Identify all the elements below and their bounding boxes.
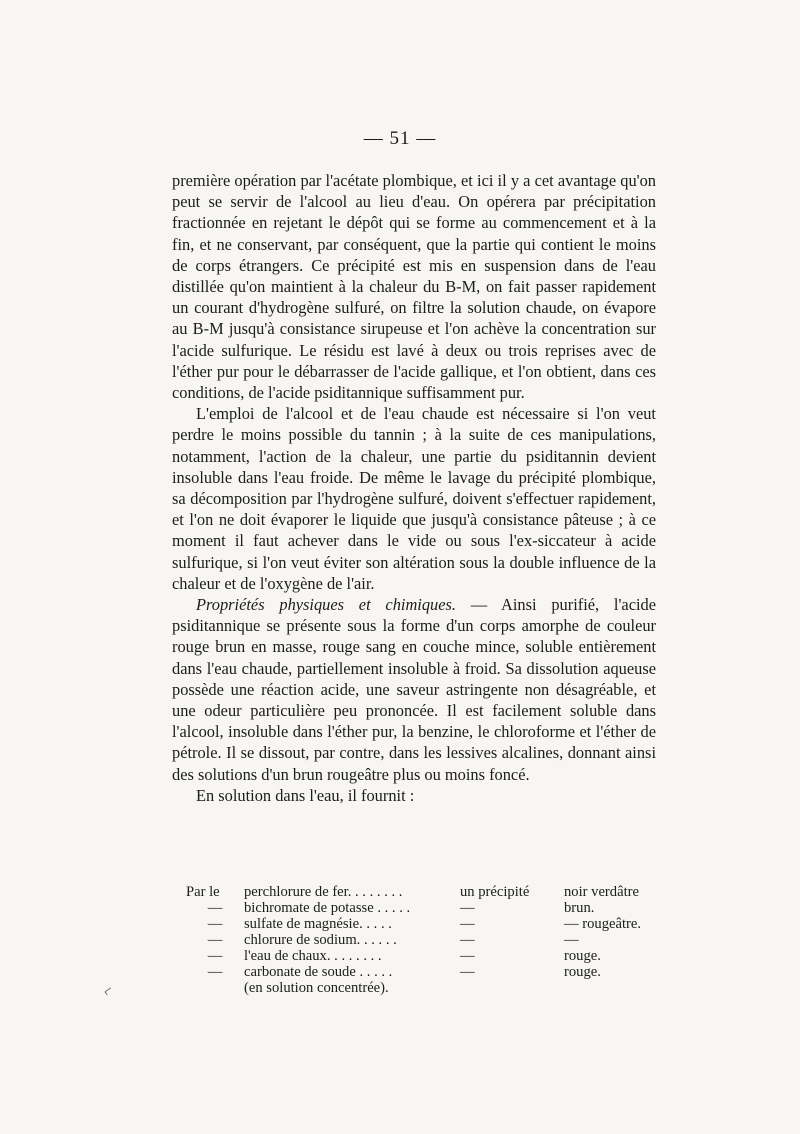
reaction-color: noir verdâtre	[564, 884, 639, 900]
paragraph-1: première opération par l'acétate plombique, et ici il y a cet avantage qu'on peut se servir de l'alcool au lieu d'eau. On opérera par précipitation fractionnée en rejetant le dépôt qui se forme au commencement et à la fin, et ne conservant, par conséquent, que la partie qui contient le moins de corps étrangers. Ce précipité est mis en suspension dans de l'eau distillée qu'on maintient à la chaleur du B-M, on fait passer rapidement un courant d'hydrogène sulfuré, on filtre la solution chaude, on évapore au B-M jusqu'à consistance sirupeuse et l'on achève la concentration sur l'acide sulfurique. Le résidu est lavé à deux ou trois reprises avec de l'éther pur pour le débarrasser de l'acide gallique, et l'on obtient, dans ces conditions, de l'acide psiditannique suffisamment pur.	[172, 171, 656, 403]
reaction-color: rouge.	[564, 964, 601, 980]
reaction-color: brun.	[564, 900, 595, 916]
stray-mark: ⌐	[99, 981, 117, 1001]
reaction-prefix: —	[207, 932, 223, 948]
reaction-row	[186, 884, 684, 900]
reaction-result: —	[460, 948, 475, 964]
properties-text: — Ainsi purifié, l'acide psiditannique se présente sous la forme d'un corps amorphe de couleur rouge brun en masse, rouge sang en couche mince, soluble entièrement dans l'eau chaude, partiellement insoluble à froid. Sa dissolution aqueuse possède une réaction acide, une saveur astringente non désagréable, et une odeur particulière peu prononcée. Il est facilement soluble dans l'alcool, insoluble dans l'éther pur, la benzine, le chloroforme et l'éther de pétrole. Il se dissout, par contre, dans les lessives alcalines, donnant ainsi des solutions d'un brun rougeâtre plus ou moins foncé.	[172, 595, 656, 784]
reaction-row	[186, 900, 684, 916]
reaction-reagent: chlorure de sodium. . . . . .	[244, 932, 397, 948]
reactions-table	[186, 884, 684, 996]
reaction-prefix: Par le	[186, 884, 220, 900]
intro-line: En solution dans l'eau, il fournit :	[196, 785, 415, 805]
reaction-reagent: (en solution concentrée).	[244, 980, 389, 996]
page-number: — 51 —	[363, 128, 437, 149]
reaction-reagent: bichromate de potasse . . . . .	[244, 900, 411, 916]
reaction-prefix: —	[207, 916, 223, 932]
reaction-reagent: l'eau de chaux. . . . . . . .	[244, 948, 382, 964]
reaction-row	[186, 932, 684, 948]
reaction-reagent: carbonate de soude . . . . .	[244, 964, 393, 980]
reaction-row	[186, 964, 684, 980]
reaction-color: rouge.	[564, 948, 601, 964]
reaction-result: —	[460, 916, 475, 932]
reaction-result: —	[460, 964, 475, 980]
reaction-color: —	[564, 932, 579, 948]
reaction-prefix: —	[207, 900, 223, 916]
reaction-result: —	[460, 932, 475, 948]
reaction-color: — rougeâtre.	[564, 916, 641, 932]
paragraph-2: L'emploi de l'alcool et de l'eau chaude est nécessaire si l'on veut perdre le moins possible du tannin ; à la suite de ces manipulations, notamment, l'action de la chaleur, une partie du psiditannin devient insoluble dans l'eau froide. De même le lavage du précipité plombique, sa décomposition par l'hydrogène sulfuré, doivent s'effectuer rapidement, et l'on ne doit évaporer le liquide que jusqu'à consistance pâteuse ; à ce moment il faut achever dans le vide ou sous l'ex-siccateur à acide sulfurique, si l'on veut éviter son altération sous la double influence de la chaleur et de l'oxygène de l'air.	[172, 404, 656, 593]
reaction-color	[564, 980, 684, 996]
reaction-result: un précipité	[460, 884, 530, 900]
reaction-row	[186, 948, 684, 964]
reaction-reagent: sulfate de magnésie. . . . .	[244, 916, 392, 932]
properties-heading: Propriétés physiques et chimiques.	[196, 595, 456, 615]
body-text	[172, 170, 656, 806]
reaction-row	[186, 916, 684, 932]
reaction-result: —	[460, 900, 475, 916]
reaction-prefix: —	[207, 964, 223, 980]
paragraph-properties	[172, 594, 656, 785]
reaction-reagent: perchlorure de fer. . . . . . . .	[244, 884, 403, 900]
reaction-result	[450, 980, 564, 996]
reaction-prefix	[186, 980, 244, 996]
reaction-prefix: —	[207, 948, 223, 964]
reaction-row	[186, 980, 684, 996]
